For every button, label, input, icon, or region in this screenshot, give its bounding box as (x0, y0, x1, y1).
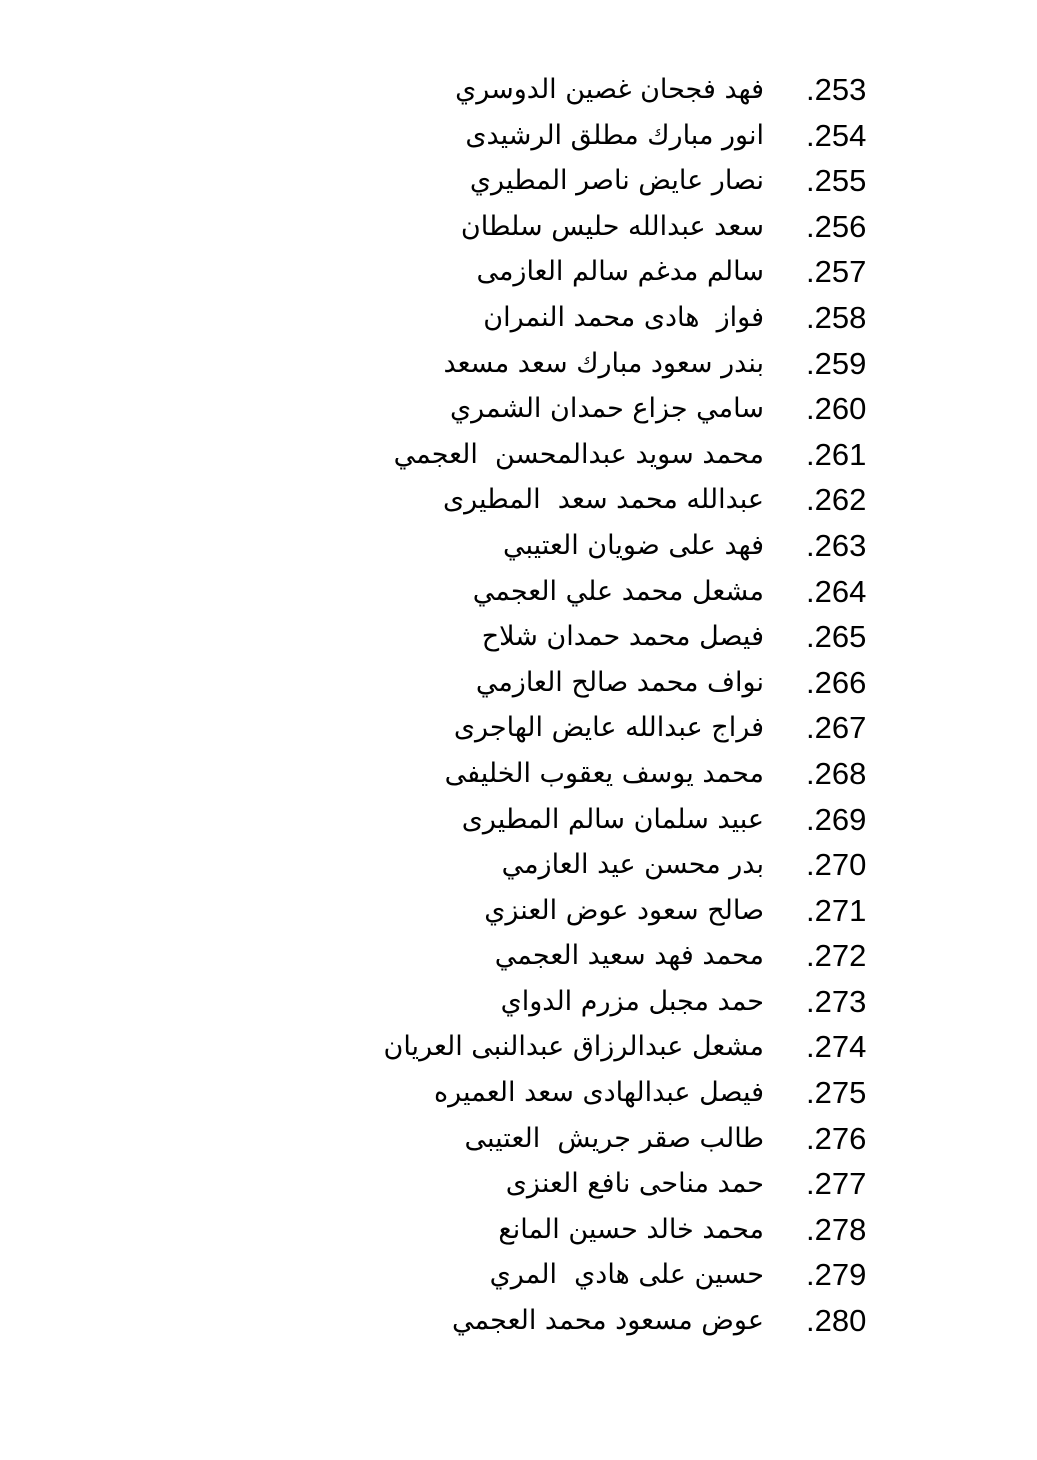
item-name: انور مبارك مطلق الرشيدى (465, 119, 764, 151)
item-name: فواز هادى محمد النمران (483, 301, 764, 333)
item-name: سالم مدغم سالم العازمى (476, 256, 764, 288)
list-item (0, 249, 1037, 295)
list-item (0, 1024, 1037, 1070)
item-name: صالح سعود عوض العنزي (484, 894, 764, 926)
item-name: عوض مسعود محمد العجمي (452, 1305, 764, 1337)
item-number: .269 (806, 801, 867, 837)
item-name: فيصل محمد حمدان شلاح (481, 621, 764, 653)
item-number: .256 (806, 208, 867, 244)
item-number: .253 (806, 72, 867, 107)
item-number: .270 (806, 847, 867, 883)
item-number: .273 (806, 983, 867, 1019)
item-name: حسين على هادي المري (489, 1259, 764, 1291)
item-name: حمد مجبل مزرم الدواي (500, 985, 764, 1017)
name-list (0, 67, 1037, 1344)
list-item (0, 158, 1037, 204)
item-name: محمد يوسف يعقوب الخليفى (444, 757, 764, 789)
item-name: طالب صقر جريش العتيبى (464, 1122, 764, 1154)
item-number: .275 (806, 1075, 867, 1111)
list-item (0, 295, 1037, 341)
item-number: .255 (806, 163, 867, 199)
item-name: محمد خالد حسين المانع (498, 1213, 764, 1245)
list-item (0, 477, 1037, 523)
list-item (0, 705, 1037, 751)
item-name: فهد على ضويان العتيبي (503, 529, 764, 561)
list-item (0, 842, 1037, 888)
item-number: .274 (806, 1029, 867, 1065)
item-number: .254 (806, 117, 867, 153)
item-number: .271 (806, 892, 867, 928)
list-item (0, 1116, 1037, 1162)
item-number: .257 (806, 254, 867, 290)
item-name: سعد عبدالله حليس سلطان (460, 210, 764, 242)
list-item (0, 614, 1037, 660)
item-number: .267 (806, 710, 867, 746)
item-name: سامي جزاع حمدان الشمري (449, 393, 764, 425)
list-item (0, 1207, 1037, 1253)
item-number: .263 (806, 527, 867, 563)
item-number: .264 (806, 573, 867, 609)
item-number: .268 (806, 755, 867, 791)
item-number: .258 (806, 299, 867, 335)
item-number: .261 (806, 436, 867, 472)
item-name: عبيد سلمان سالم المطيرى (461, 803, 764, 835)
item-name: فراج عبدالله عايض الهاجرى (453, 712, 764, 744)
item-name: عبدالله محمد سعد المطيرى (442, 484, 764, 516)
list-item (0, 113, 1037, 159)
list-item (0, 933, 1037, 979)
list-item (0, 341, 1037, 387)
list-item (0, 204, 1037, 250)
item-number: .279 (806, 1257, 867, 1293)
item-name: نواف محمد صالح العازمي (475, 666, 764, 698)
item-name: محمد سويد عبدالمحسن العجمي (393, 438, 764, 470)
item-number: .262 (806, 482, 867, 518)
item-name: فيصل عبدالهادى سعد العميره (433, 1077, 764, 1109)
list-item (0, 432, 1037, 478)
item-number: .259 (806, 345, 867, 381)
item-number: .265 (806, 619, 867, 655)
item-number: .278 (806, 1211, 867, 1247)
item-number: .260 (806, 391, 867, 427)
item-name: بندر سعود مبارك سعد مسعد (443, 347, 764, 379)
list-item (0, 386, 1037, 432)
list-item (0, 1161, 1037, 1207)
list-item (0, 888, 1037, 934)
item-name: نصار عايض ناصر المطيري (469, 165, 764, 197)
list-item (0, 523, 1037, 569)
item-number: .272 (806, 938, 867, 974)
item-name: مشعل محمد علي العجمي (472, 575, 764, 607)
list-item (0, 569, 1037, 615)
list-item (0, 1298, 1037, 1344)
list-item (0, 797, 1037, 843)
list-item (0, 67, 1037, 113)
list-item (0, 979, 1037, 1025)
item-name: حمد مناحى نافع العنزى (505, 1168, 764, 1200)
item-name: فهد فجحان غصين الدوسري (455, 74, 764, 105)
list-item (0, 660, 1037, 706)
list-item (0, 1070, 1037, 1116)
list-item (0, 1252, 1037, 1298)
item-number: .277 (806, 1166, 867, 1202)
item-name: مشعل عبدالرزاق عبدالنبى العريان (383, 1031, 764, 1063)
item-name: بدر محسن عيد العازمي (501, 849, 764, 881)
item-number: .266 (806, 664, 867, 700)
item-number: .280 (806, 1303, 867, 1339)
item-name: محمد فهد سعيد العجمي (494, 940, 764, 972)
item-number: .276 (806, 1120, 867, 1156)
list-item (0, 751, 1037, 797)
